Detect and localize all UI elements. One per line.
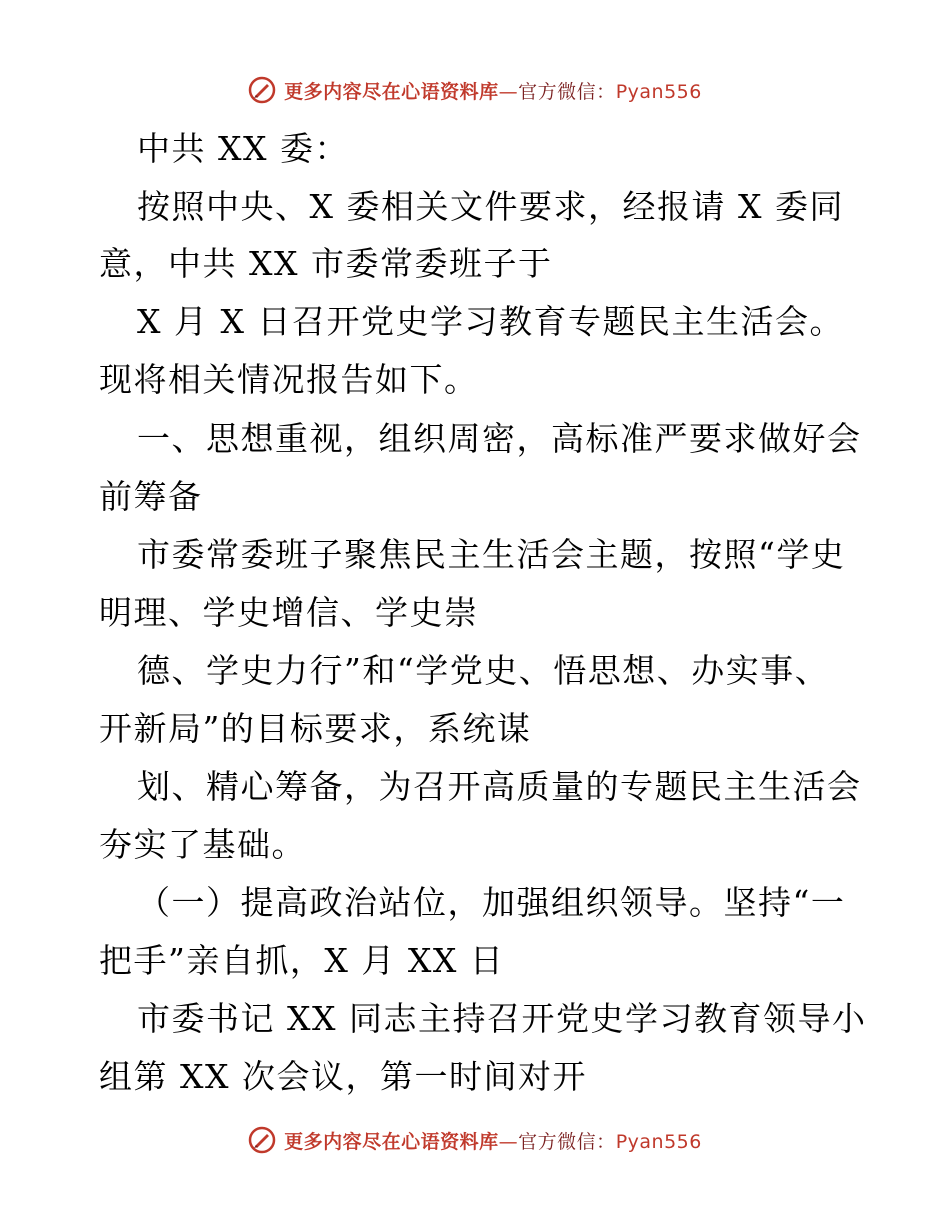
subsection-heading: （一）提高政治站位，加强组织领导。坚持“一 <box>137 883 846 922</box>
banner-dash: — <box>498 1130 519 1153</box>
paragraph-line: 市委常委班子聚焦民主生活会主题，按照“学史 <box>137 535 846 574</box>
banner-main-text: 更多内容尽在心语资料库 <box>284 1130 499 1153</box>
paragraph-line: 明理、学史增信、学史崇 <box>99 593 479 632</box>
footer-banner <box>0 1120 950 1160</box>
paragraph-line: X 月 X 日召开党史学习教育专题民主生活会。 <box>137 302 844 341</box>
paragraph-line: 市委书记 XX 同志主持召开党史学习教育领导小 <box>137 999 867 1038</box>
paragraph-line: 意，中共 XX 市委常委班子于 <box>99 244 553 283</box>
banner-wechat-id: Pyan556 <box>615 1130 702 1153</box>
paragraph-line: 组第 XX 次会议，第一时间对开 <box>99 1057 587 1096</box>
banner-text <box>284 77 702 104</box>
logo-icon <box>248 1126 276 1154</box>
paragraph-line: 开新局”的目标要求，系统谋 <box>99 709 532 748</box>
banner-official-label: 官方微信： <box>518 80 616 103</box>
paragraph-line: 划、精心筹备，为召开高质量的专题民主生活会 <box>137 767 862 806</box>
banner-text <box>284 1127 702 1154</box>
paragraph-line: 夯实了基础。 <box>99 825 306 864</box>
banner-wechat-id: Pyan556 <box>615 80 702 103</box>
paragraph-line: 把手”亲自抓，X 月 XX 日 <box>99 941 505 980</box>
paragraph-line: 现将相关情况报告如下。 <box>99 360 479 399</box>
paragraph-line: 德、学史力行”和“学党史、悟思想、办实事、 <box>137 651 830 690</box>
section-heading: 前筹备 <box>99 477 203 516</box>
banner-official-label: 官方微信： <box>518 1130 616 1153</box>
banner-dash: — <box>498 80 519 103</box>
logo-icon <box>248 76 276 104</box>
paragraph-line: 按照中央、X 委相关文件要求，经报请 X 委同 <box>137 187 844 226</box>
salutation: 中共 XX 委： <box>137 129 349 168</box>
section-heading: 一、思想重视，组织周密，高标准严要求做好会 <box>137 419 862 458</box>
banner-main-text: 更多内容尽在心语资料库 <box>284 80 499 103</box>
header-banner <box>0 70 950 110</box>
